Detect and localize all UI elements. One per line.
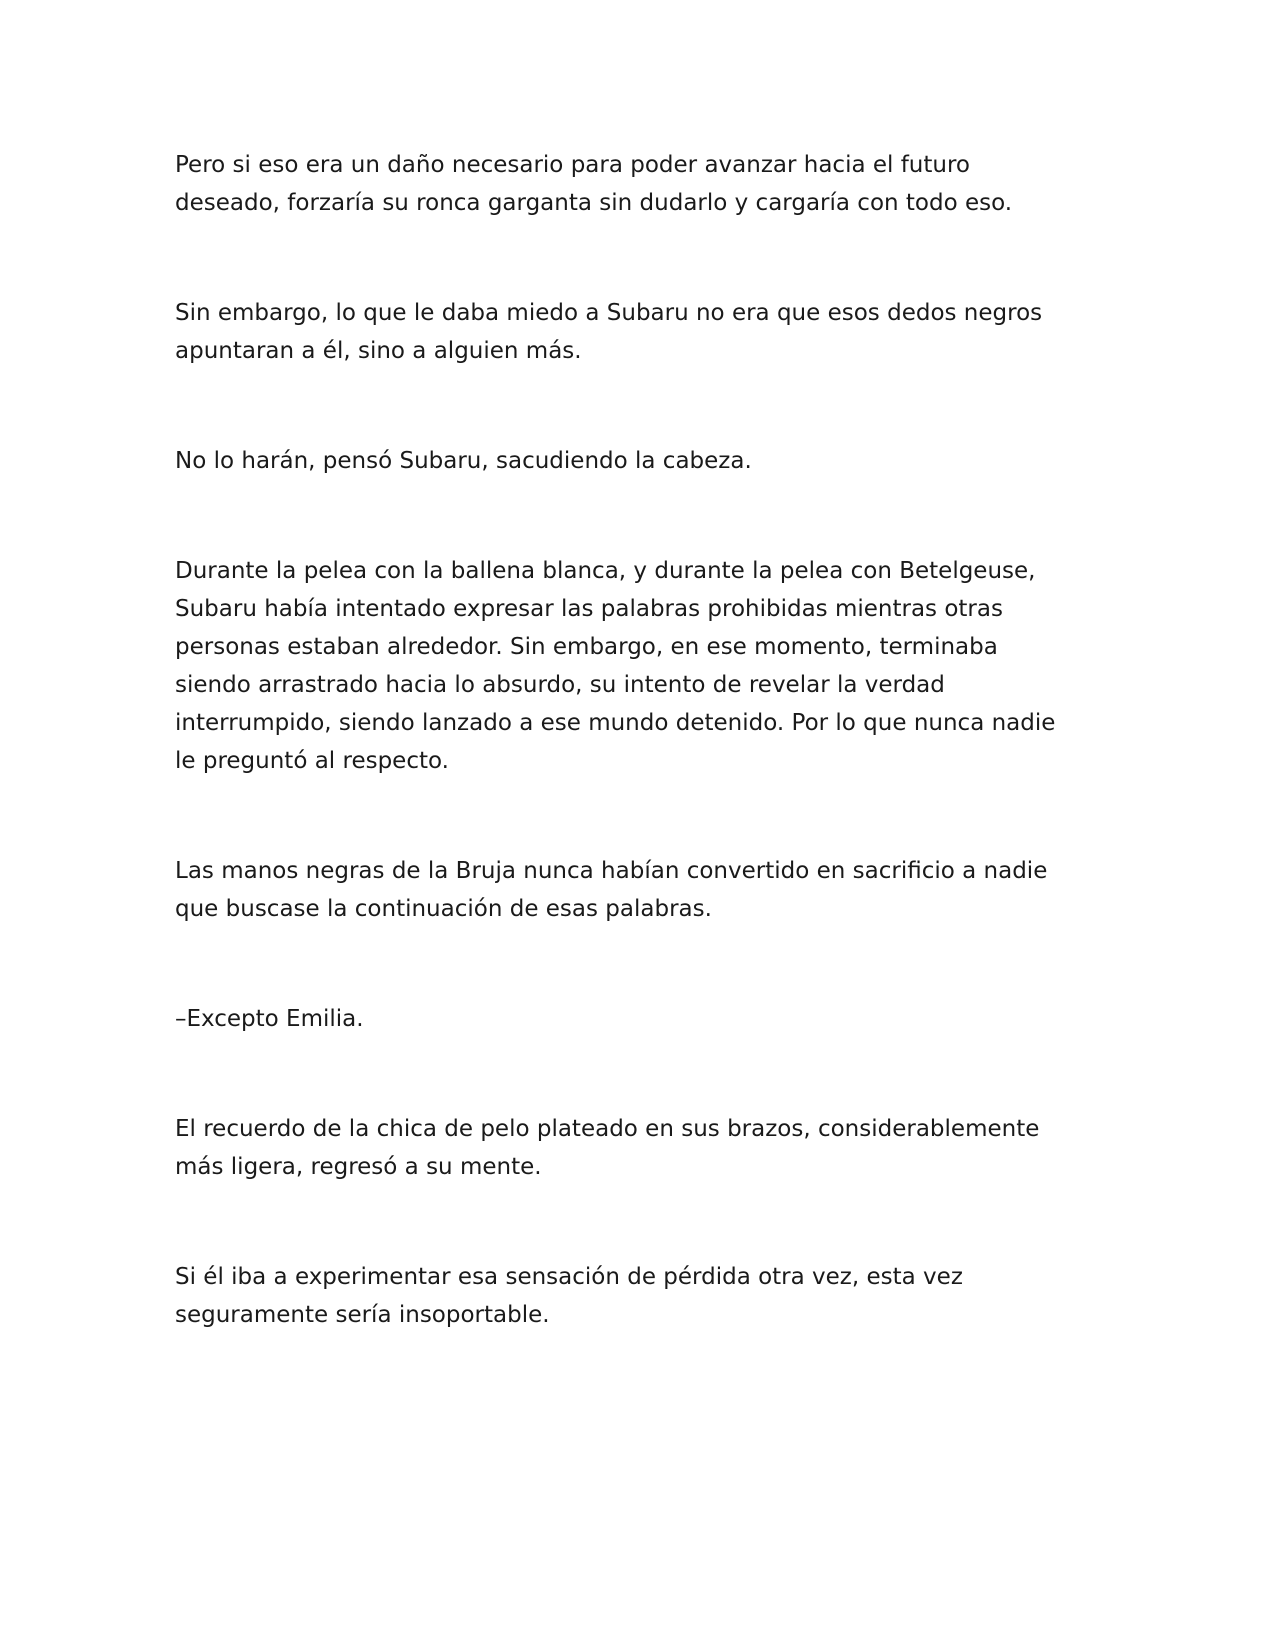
paragraph-5: Las manos negras de la Bruja nunca habían convertido en sacrificio a nadie que buscase la continuación de esas palabras. [175, 858, 1048, 922]
paragraph-2: Sin embargo, lo que le daba miedo a Subaru no era que esos dedos negros apuntaran a él, sino a alguien más. [175, 300, 1043, 364]
paragraph-4: Durante la pelea con la ballena blanca, y durante la pelea con Betelgeuse, Subaru había intentado expresar las palabras prohibidas mientras otras personas estaban alrededor. Sin embargo, en ese momento, terminaba siendo arrastrado hacia lo absurdo, su intento de revelar la verdad interrumpido, siendo lanzado a ese mundo detenido. Por lo que nunca nadie le preguntó al respecto. [175, 558, 1056, 774]
paragraph-7: El recuerdo de la chica de pelo plateado en sus brazos, considerablemente más ligera, regresó a su mente. [175, 1116, 1040, 1180]
paragraph-8: Si él iba a experimentar esa sensación de pérdida otra vez, esta vez seguramente sería insoportable. [175, 1264, 963, 1328]
paragraph-1: Pero si eso era un daño necesario para poder avanzar hacia el futuro deseado, forzaría su ronca garganta sin dudarlo y cargaría con todo eso. [175, 152, 1013, 216]
paragraph-6: –Excepto Emilia. [175, 1006, 364, 1032]
paragraph-3: No lo harán, pensó Subaru, sacudiendo la cabeza. [175, 448, 752, 474]
document-body [175, 146, 1105, 1406]
